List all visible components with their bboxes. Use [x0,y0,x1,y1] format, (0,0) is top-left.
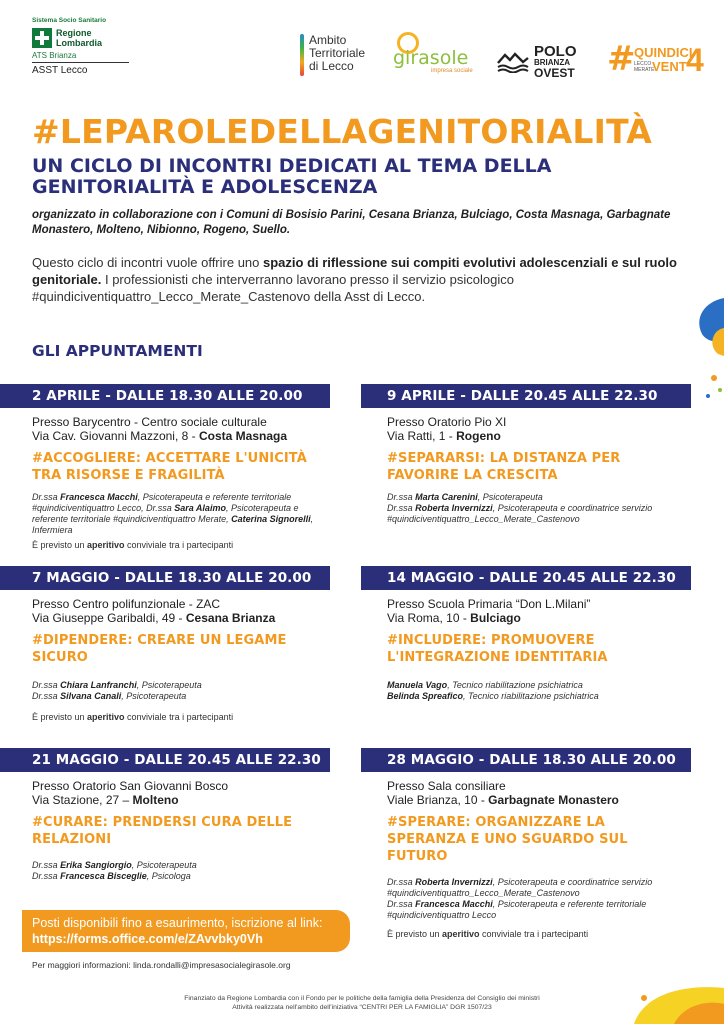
event-address [32,611,332,625]
speaker-name: Sara Alaimo [174,503,226,513]
event-town: Cesana Brianza [185,611,276,625]
polo-line3: OVEST [534,66,575,80]
event-speakers [32,680,332,702]
event-speakers [32,492,332,536]
event-town: Costa Masnaga [198,429,287,443]
aperitivo-note [32,712,332,722]
polo-line2: BRIANZA [534,58,570,67]
funding-line2: Attività realizzata nell'ambito dell'iniziativa “CENTRI PER LA FAMIGLIA” DGR 1507/23 [232,1004,492,1011]
girasole-name: girasole [393,47,469,69]
event-town: Rogeno [456,429,501,443]
ats-brianza-label: ATS Brianza [32,51,77,60]
sistema-socio-sanitario-label: Sistema Socio Sanitario [32,17,107,24]
event-date: 28 MAGGIO - DALLE 18.30 ALLE 20.00 [361,748,691,772]
event-place: Presso Scuola Primaria “Don L.Milani” [387,597,591,611]
event-place: Presso Oratorio San Giovanni Bosco [32,779,229,793]
speaker-title: Dr.ssa [387,899,416,909]
speaker-name: Erika Sangiorgio [60,860,132,870]
speaker-title: Dr.ssa [387,877,416,887]
aperitivo-b: aperitivo [442,929,480,939]
speaker-role: , Psicologa [146,871,191,881]
logo-divider [32,62,129,63]
event-date: 9 APRILE - DALLE 20.45 ALLE 22.30 [361,384,691,408]
regione-lombardia-logo [32,17,132,76]
asst-lecco-label: ASST Lecco [32,65,88,76]
regione-mark [32,28,132,48]
registration-link[interactable]: https://forms.office.com/e/ZAvvbky0Vh [32,932,263,946]
registration-text: Posti disponibili fino a esaurimento, iscrizione al link: [32,916,323,930]
speaker-name: Marta Carenini [415,492,478,502]
aperitivo-a: È previsto un [32,540,88,550]
event-theme: #DIPENDERE: CREARE UN LEGAME SICURO [32,633,287,665]
event-town: Molteno [132,793,179,807]
quindiciventiquattro-logo [607,39,704,81]
event-date: 21 MAGGIO - DALLE 20.45 ALLE 22.30 [0,748,330,772]
intro-part-c: I professionisti che interverranno lavorano presso il servizio psicologico #quindiciventiquattro_Lecco_Merate_Castenovo della Asst di Lecco. [32,272,514,304]
collaboration-text: organizzato in collaborazione con i Comuni di Bosisio Parini, Cesana Brianza, Bulciago, Costa Masnaga, Garbagnate Monastero, Molteno, Nibionno, Rogeno, Suello. [32,209,671,236]
aperitivo-a: È previsto un [32,712,88,722]
qv-small-merate: MERATE [634,67,655,73]
aperitivo-note [32,540,332,550]
speaker-title: Dr.ssa [32,871,61,881]
event-place: Presso Sala consiliare [387,779,506,793]
speaker-title: Dr.ssa [387,492,416,502]
speaker-title: Dr.ssa [32,680,61,690]
speaker-role: , Psicoterapeuta e coordinatrice servizio #quindiciventiquattro_Lecco_Merate_Castenovo [387,503,653,524]
event-card-5 [32,748,332,882]
speaker-role: , Psicoterapeuta [136,680,202,690]
event-theme: #ACCOGLIERE: ACCETTARE L'UNICITÀ TRA RISORSE E FRAGILITÀ [32,451,307,483]
qv-four: 4 [686,42,704,78]
speaker-role: , Psicoterapeuta [121,691,187,701]
event-speakers [32,860,332,882]
event-date: 7 MAGGIO - DALLE 18.30 ALLE 20.00 [0,566,330,590]
speaker-role: , Infermiera [32,514,314,535]
aperitivo-c: conviviale tra i partecipanti [124,540,234,550]
speaker-role: , Tecnico riabilitazione psichiatrica [447,680,583,690]
intro-part-b: spazio di riflessione sui compiti evolutivi adolescenziali e sul ruolo genitoriale. [32,255,677,287]
aperitivo-c: conviviale tra i partecipanti [124,712,234,722]
polo-brianza-ovest-logo [497,45,577,79]
speaker-role: , Psicoterapeuta e referente territoriale #quindiciventiquattro Lecco [387,899,647,920]
event-place: Presso Oratorio Pio XI [387,415,507,429]
page-title: #LEPAROLEDELLAGENITORIALITÀ [32,112,652,151]
girasole-logo [393,32,483,80]
appointments-heading: GLI APPUNTAMENTI [32,342,203,360]
event-speakers [387,680,687,702]
event-town: Bulciago [470,611,521,625]
speaker-name: Caterina Signorelli [231,514,311,524]
event-street: Via Ratti, 1 - [387,429,457,443]
girasole-sub: impresa sociale [431,68,473,74]
qv-vent: VENT [652,59,687,74]
registration-box [22,910,350,952]
event-theme: #INCLUDERE: PROMUOVERE L'INTEGRAZIONE IDENTITARIA [387,633,608,665]
intro-part-a: Questo ciclo di incontri vuole offrire uno [32,255,263,270]
ambito-color-bar [300,34,304,76]
event-street: Via Cav. Giovanni Mazzoni, 8 - [32,429,199,443]
speaker-title: Dr.ssa [387,503,416,513]
speaker-name: Francesca Macchi [415,899,493,909]
regione-line1: Regione [56,28,92,38]
event-card-2 [387,384,687,525]
event-card-1 [32,384,332,550]
speaker-name: Roberta Invernizzi [415,503,493,513]
event-street: Via Roma, 10 - [387,611,471,625]
speaker-role: , Psicoterapeuta [131,860,197,870]
event-street: Via Giuseppe Garibaldi, 49 - [32,611,186,625]
speaker-title: Dr.ssa [32,860,61,870]
regione-line2: Lombardia [56,38,103,48]
event-speakers [387,877,687,921]
event-theme: #SPERARE: ORGANIZZARE LA SPERANZA E UNO SGUARDO SUL FUTURO [387,815,628,864]
speaker-name: Chiara Lanfranchi [60,680,137,690]
speaker-role: , Tecnico riabilitazione psichiatrica [463,691,599,701]
intro-paragraph [32,254,692,305]
aperitivo-c: conviviale tra i partecipanti [479,929,589,939]
qv-quindici: QUINDICI [634,45,693,60]
mountain-wave-icon [497,51,529,73]
speaker-name: Roberta Invernizzi [415,877,493,887]
aperitivo-note [387,929,687,939]
speaker-role: , Psicoterapeuta e referente territoriale #quindiciventiquattro Lecco, Dr.ssa [32,492,292,513]
ambito-territoriale-logo [300,34,365,76]
speaker-name: Manuela Vago [387,680,448,690]
polo-line1: POLO [534,43,577,60]
event-theme: #CURARE: PRENDERSI CURA DELLE RELAZIONI [32,815,293,847]
speaker-title: Dr.ssa [32,492,61,502]
decorative-blobs-bottom [624,964,724,1024]
aperitivo-b: aperitivo [87,712,125,722]
event-place: Presso Barycentro - Centro sociale culturale [32,415,267,429]
contact-info: Per maggiori informazioni: linda.rondalli@impresasocialegirasole.org [32,960,291,970]
speaker-role: , Psicoterapeuta [477,492,543,502]
page-subtitle: UN CICLO DI INCONTRI DEDICATI AL TEMA DELLA GENITORIALITÀ E ADOLESCENZA [32,155,552,198]
event-town: Garbagnate Monastero [488,793,619,807]
event-address [387,793,687,807]
event-theme: #SEPARARSI: LA DISTANZA PER FAVORIRE LA CRESCITA [387,451,621,483]
event-street: Viale Brianza, 10 - [387,793,489,807]
event-address [387,611,687,625]
event-date: 2 APRILE - DALLE 18.30 ALLE 20.00 [0,384,330,408]
speaker-name: Belinda Spreafico [387,691,464,701]
lombardia-cross-icon [32,28,52,48]
qv-hash: # [607,39,636,79]
event-card-6 [387,748,687,939]
funding-note [100,994,624,1012]
event-address [32,793,332,807]
event-card-4 [387,566,687,702]
speaker-name: Silvana Canali [60,691,122,701]
event-date: 14 MAGGIO - DALLE 20.45 ALLE 22.30 [361,566,691,590]
speaker-title: Dr.ssa [32,691,61,701]
speaker-role: , Psicoterapeuta e coordinatrice servizio #quindiciventiquattro_Lecco_Merate_Castenovo [387,877,653,898]
event-speakers [387,492,687,525]
aperitivo-b: aperitivo [87,540,125,550]
event-street: Via Stazione, 27 – [32,793,133,807]
qv-small-lecco: LECCO [634,61,652,67]
funding-line1: Finanziato da Regione Lombardia con il Fondo per le politiche della famiglia della Presidenza del Consiglio dei ministri [184,995,540,1002]
event-card-3 [32,566,332,722]
speaker-name: Francesca Macchi [60,492,138,502]
speaker-role: , Psicoterapeuta e referente territoriale #quindiciventiquattro Merate, [32,503,299,524]
event-address [387,429,687,443]
event-address [32,429,332,443]
speaker-name: Francesca Bisceglie [60,871,147,881]
event-place: Presso Centro polifunzionale - ZAC [32,597,221,611]
aperitivo-a: È previsto un [387,929,443,939]
ambito-text: Ambito Territoriale di Lecco [309,33,366,73]
